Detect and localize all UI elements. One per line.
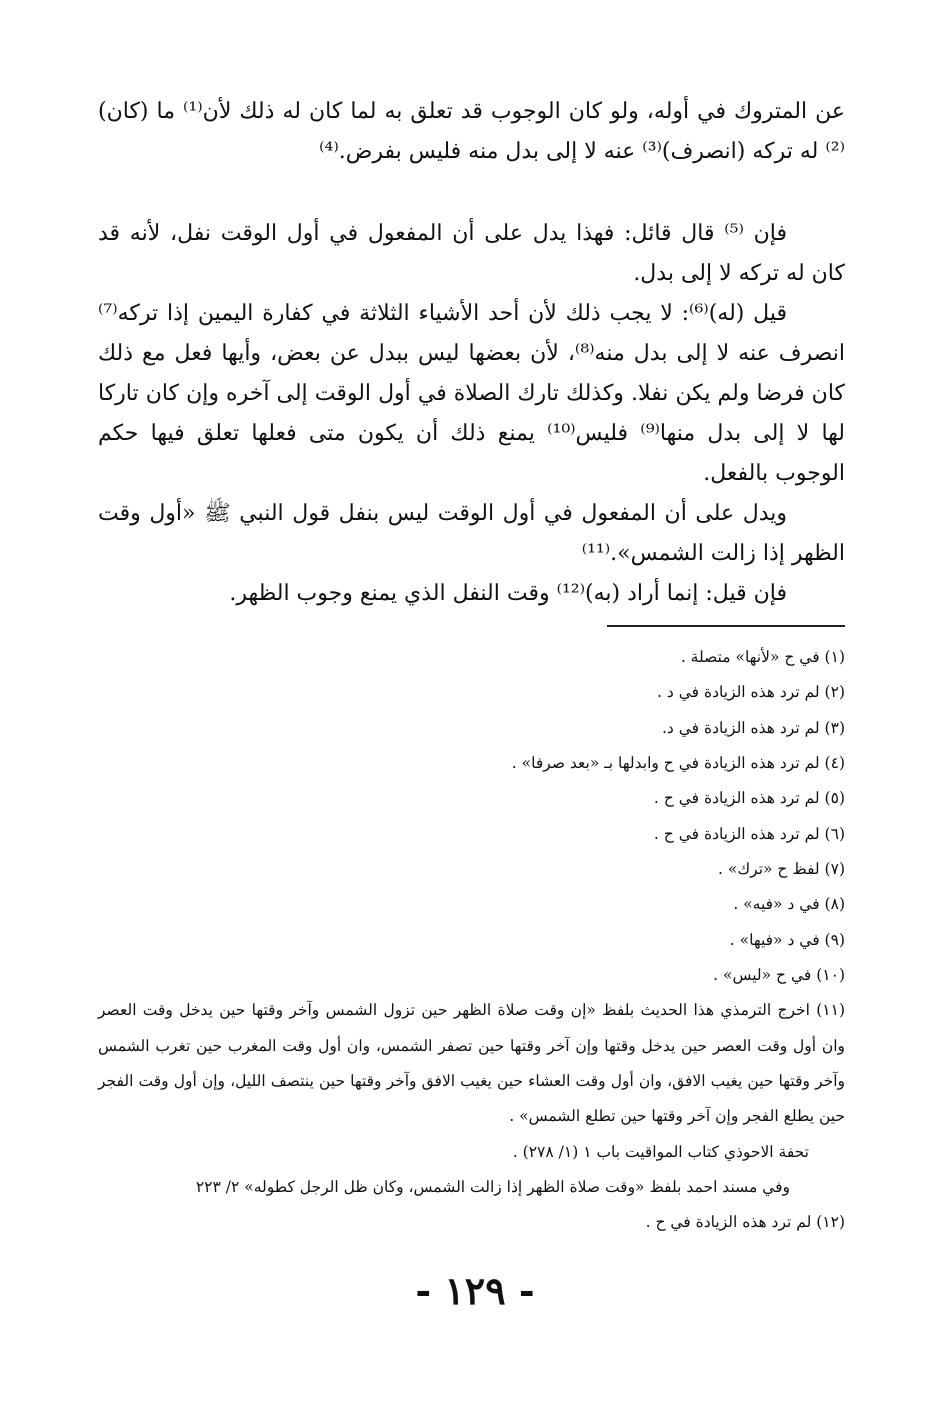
- footnote-7: (٧) لفظ ح «ترك» .: [718, 859, 845, 878]
- paragraph-gap: [98, 172, 845, 214]
- footnote-4: (٤) لم ترد هذه الزيادة في ح وابدلها بـ «بعد صرفا» .: [511, 753, 845, 772]
- footnote-6: (٦) لم ترد هذه الزيادة في ح .: [653, 824, 845, 843]
- footnote-9: (٩) في د «فيها» .: [729, 930, 845, 949]
- main-text: [98, 92, 845, 614]
- paragraph-2: فإن ⁽⁵⁾ قال قائل: فهذا يدل على أن المفعول في أول الوقت نفل، لأنه قد كان له تركه لا إلى بدل.: [98, 221, 845, 287]
- footnotes: [98, 640, 845, 1241]
- footnote-11: (١١) اخرج الترمذي هذا الحديث بلفظ «إن وقت صلاة الظهر حين تزول الشمس وآخر وقتها حين يدخل وقت العصر وان أول وقت العصر حين يدخل وقتها وإن آخر وقتها حين تصفر الشمس، وان أول وقت المغرب حين تغرب الشمس وآخر وقتها حين يغيب الافق، وان أول وقت العشاء حين يغيب الافق وآخر وقتها حين ينتصف الليل، وإن أول وقت الفجر حين يطلع الفجر وإن آخر وقتها حين تطلع الشمس» .: [98, 1001, 845, 1126]
- footnote-1: (١) في ح «لأنها» متصلة .: [680, 648, 845, 666]
- footnote-11-source-1: تحفة الاحوذي كتاب المواقيت باب ١ (١/ ٢٧٨) .: [512, 1142, 809, 1161]
- footnote-10: (١٠) في ح «ليس» .: [713, 965, 845, 984]
- paragraph-5: فإن قيل: إنما أراد (به)⁽¹²⁾ وقت النفل الذي يمنع وجوب الظهر.: [229, 581, 787, 607]
- footnote-12: (١٢) لم ترد هذه الزيادة في ح .: [645, 1213, 845, 1232]
- footnote-5: (٥) لم ترد هذه الزيادة في ح .: [653, 789, 845, 808]
- footnote-2: (٢) لم ترد هذه الزيادة في د .: [657, 683, 845, 702]
- footnote-8: (٨) في د «فيه» .: [733, 895, 845, 914]
- footnote-3: (٣) لم ترد هذه الزيادة في د.: [661, 718, 845, 737]
- footnote-11-source-2: وفي مسند احمد بلفظ «وقت صلاة الظهر إذا زالت الشمس، وكان ظل الرجل كطوله» ٢/ ٢٢٣: [195, 1177, 790, 1196]
- paragraph-1: عن المتروك في أوله، ولو كان الوجوب قد تعلق به لما كان له ذلك لأن⁽¹⁾ ما (كان)⁽²⁾ له تركه (انصرف)⁽³⁾ عنه لا إلى بدل منه فليس بفرض.⁽⁴⁾: [98, 99, 845, 165]
- paragraph-4: ويدل على أن المفعول في أول الوقت ليس بنفل قول النبي ﷺ «أول وقت الظهر إذا زالت الشمس».⁽¹¹⁾: [98, 501, 845, 567]
- paragraph-3: قيل (له)⁽⁶⁾: لا يجب ذلك لأن أحد الأشياء الثلاثة في كفارة اليمين إذا تركه⁽⁷⁾ انصرف عنه لا إلى بدل منه⁽⁸⁾، لأن بعضها ليس ببدل عن بعض، وأيها فعل مع ذلك كان فرضا ولم يكن نفلا. وكذلك تارك الصلاة في أول الوقت إلى آخره وإن كان تاركا لها لا إلى بدل منها⁽⁹⁾ فليس⁽¹⁰⁾ يمنع ذلك أن يكون متى فعلها تعلق فيها حكم الوجوب بالفعل.: [98, 301, 845, 487]
- footnote-separator: [607, 625, 845, 627]
- page-number: - ١٢٩ -: [415, 1268, 535, 1313]
